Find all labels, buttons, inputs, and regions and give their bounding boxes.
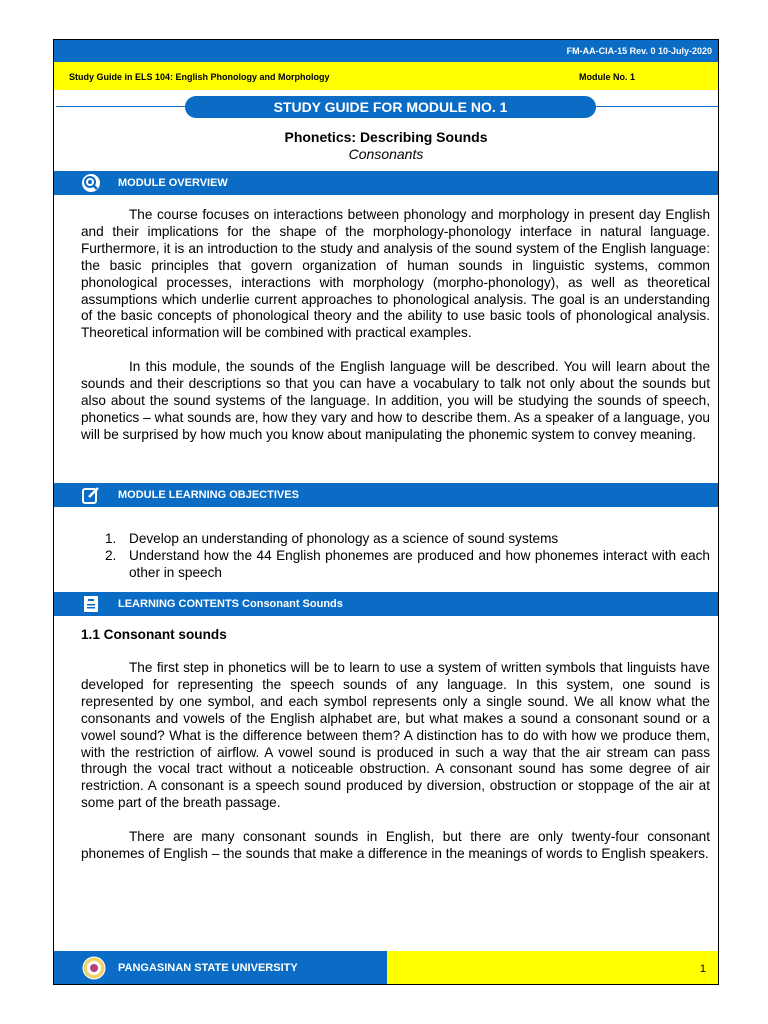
page-number: 1 (699, 963, 706, 975)
contents-paragraph: The first step in phonetics will be to learn to use a system of written symbols that linguists have developed for representing the speech sounds of any language. In this system, one sound is represented by one symbol, and each symbol represents only a single sound. We all know what the consonants and vowels of the English alphabet are, but what makes a sound a consonant sound or a vowel sound? What is the difference between them? A distinction has to do with how we produce them, with the restriction of airflow. A vowel sound is produced in such a way that the air stream can pass through the vocal tract without a noticeable obstruction. A consonant sound has some degree of air restriction. A consonant is a speech sound produced by diversion, obstruction or stoppage of the air at some part of the breath passage. (81, 660, 710, 811)
section-heading: 1.1 Consonant sounds (81, 627, 227, 642)
list-item (81, 531, 710, 548)
university-seal-icon (82, 956, 106, 980)
form-code-bar (54, 40, 718, 62)
objective-text: Understand how the 44 English phonemes are produced and how phonemes interact with each other in speech (129, 547, 710, 580)
objectives-list (81, 531, 710, 582)
module-overview-label: MODULE OVERVIEW (118, 177, 228, 189)
module-number: Module No. 1 (579, 72, 635, 82)
topic-title: Phonetics: Describing Sounds (284, 129, 488, 145)
learning-objectives-bar (54, 483, 718, 507)
university-name: PANGASINAN STATE UNIVERSITY (118, 962, 298, 974)
subtopic-title: Consonants (348, 146, 424, 162)
learning-contents-label: LEARNING CONTENTS Consonant Sounds (118, 598, 343, 610)
list-number: 1. (105, 531, 117, 546)
list-item (81, 548, 710, 582)
document-page (53, 39, 719, 985)
module-overview-bar (54, 171, 718, 195)
form-code: FM-AA-CIA-15 Rev. 0 10-July-2020 (566, 46, 712, 56)
contents-text (81, 660, 710, 863)
magnifier-icon (81, 173, 101, 193)
objective-text: Develop an understanding of phonology as a science of sound systems (129, 531, 559, 546)
overview-paragraph: The course focuses on interactions between phonology and morphology in present day English and their implications for the shape of the morphology-phonology interface in natural language. Furthermore, it is an introduction to the study and analysis of the sound system of the English language: the basic principles that govern organization of human sounds in linguistic systems, common phonological processes, interactions with morphology (morpho-phonology), as well as theoretical assumptions which underlie current approaches to phonological analysis. The goal is an understanding of the basic concepts of phonological theory and the ability to use basic tools of phonological analysis. Theoretical information will be combined with practical examples. (81, 207, 710, 341)
overview-paragraph: In this module, the sounds of the English language will be described. You will learn about the sounds and their descriptions so that you can have a vocabulary to talk not only about the sounds but also about the sound systems of the language. In addition, you will be studying the sounds of speech, phonetics – what sounds are, how they vary and how to describe them. As a speaker of a language, you will be surprised by how much you know about manipulating the phonemic system to convey meaning. (81, 359, 710, 442)
learning-objectives-label: MODULE LEARNING OBJECTIVES (118, 489, 299, 501)
course-title: Study Guide in ELS 104: English Phonology and Morphology (69, 72, 330, 82)
course-header-bar (54, 62, 718, 90)
footer-university-bar (54, 951, 387, 984)
contents-paragraph: There are many consonant sounds in English, but there are only twenty-four consonant phonemes of English – the sounds that make a difference in the meanings of words to English speakers. (81, 829, 710, 862)
study-guide-title: STUDY GUIDE FOR MODULE NO. 1 (185, 96, 596, 118)
overview-text (81, 207, 710, 444)
document-icon (81, 594, 101, 614)
learning-contents-bar (54, 592, 718, 616)
list-number: 2. (105, 547, 117, 563)
footer-page-bar (387, 951, 718, 984)
edit-icon (81, 485, 101, 505)
